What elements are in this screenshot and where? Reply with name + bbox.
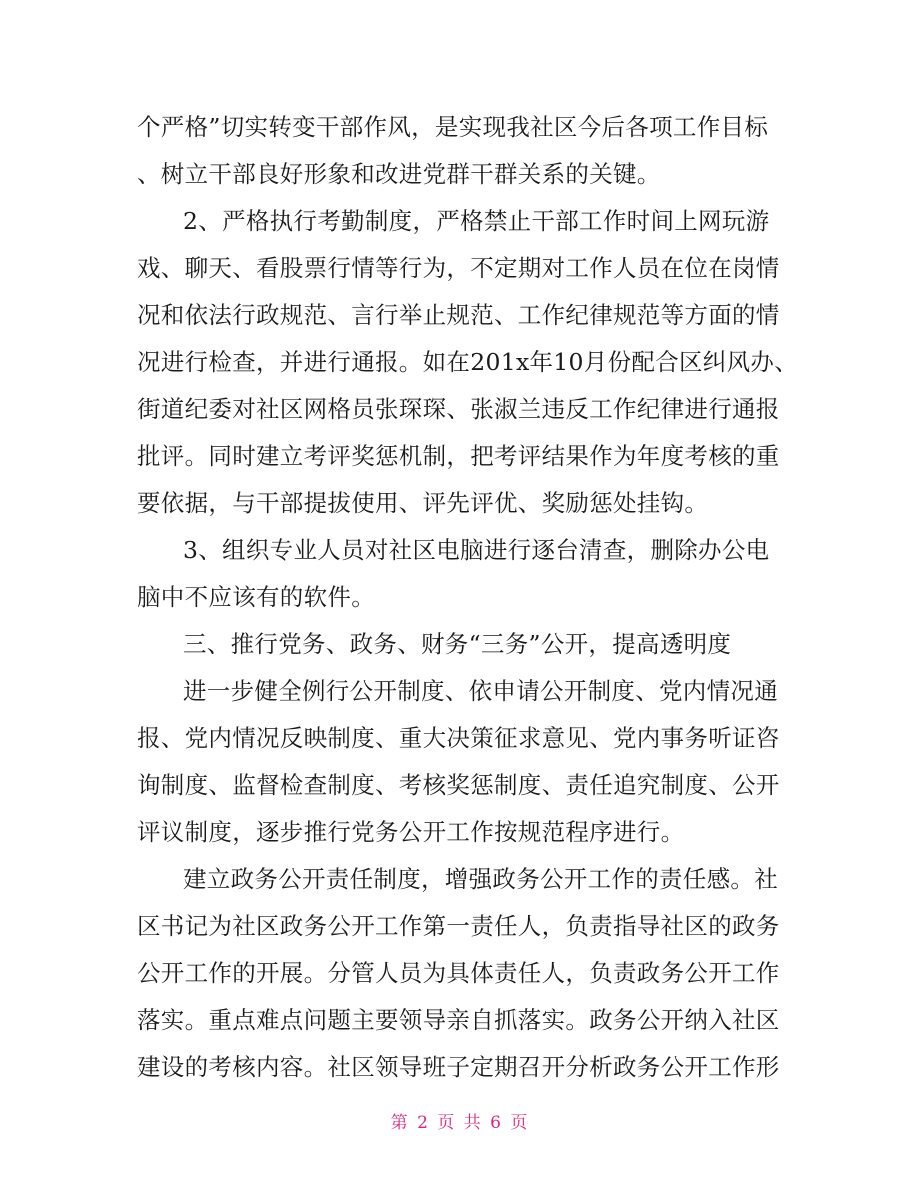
- text-line: 批评。同时建立考评奖惩机制，把考评结果作为年度考核的重: [137, 442, 780, 470]
- text-line: 建立政务公开责任制度，增强政务公开工作的责任感。社: [183, 865, 778, 893]
- page-number-footer: 第 2 页 共 6 页: [390, 1113, 530, 1133]
- text-line: 评议制度，逐步推行党务公开工作按规范程序进行。: [137, 818, 685, 846]
- text-line: 进一步健全例行公开制度、依申请公开制度、党内情况通: [183, 677, 778, 705]
- text-line: 区书记为社区政务公开工作第一责任人，负责指导社区的政务: [137, 912, 780, 940]
- text-line: 3、组织专业人员对社区电脑进行逐台清查，删除办公电: [183, 536, 770, 564]
- text-line: 公开工作的开展。分管人员为具体责任人，负责政务公开工作: [137, 959, 780, 987]
- text-line: 、树立干部良好形象和改进党群干群关系的关键。: [137, 160, 661, 188]
- text-line: 2、严格执行考勤制度，严格禁止干部工作时间上网玩游: [183, 207, 770, 235]
- text-line: 况和依法行政规范、言行举止规范、工作纪律规范等方面的情: [137, 301, 780, 329]
- text-line: 要依据，与干部提拔使用、评先评优、奖励惩处挂钩。: [137, 489, 709, 517]
- section-heading: 三、推行党务、政务、财务“三务”公开，提高透明度: [183, 630, 732, 658]
- text-line: 建设的考核内容。社区领导班子定期召开分析政务公开工作形: [137, 1053, 780, 1081]
- text-line: 询制度、监督检查制度、考核奖惩制度、责任追究制度、公开: [137, 771, 780, 799]
- text-line: 报、党内情况反映制度、重大决策征求意见、党内事务听证咨: [137, 724, 780, 752]
- text-line: 街道纪委对社区网格员张琛琛、张淑兰违反工作纪律进行通报: [137, 395, 780, 423]
- text-line: 个严格”切实转变干部作风，是实现我社区今后各项工作目标: [137, 113, 769, 141]
- text-line: 况进行检查，并进行通报。如在201x年10月份配合区纠风办、: [137, 348, 799, 376]
- text-line: 落实。重点难点问题主要领导亲自抓落实。政务公开纳入社区: [137, 1006, 780, 1034]
- text-line: 脑中不应该有的软件。: [137, 583, 375, 611]
- text-line: 戏、聊天、看股票行情等行为，不定期对工作人员在位在岗情: [137, 254, 780, 282]
